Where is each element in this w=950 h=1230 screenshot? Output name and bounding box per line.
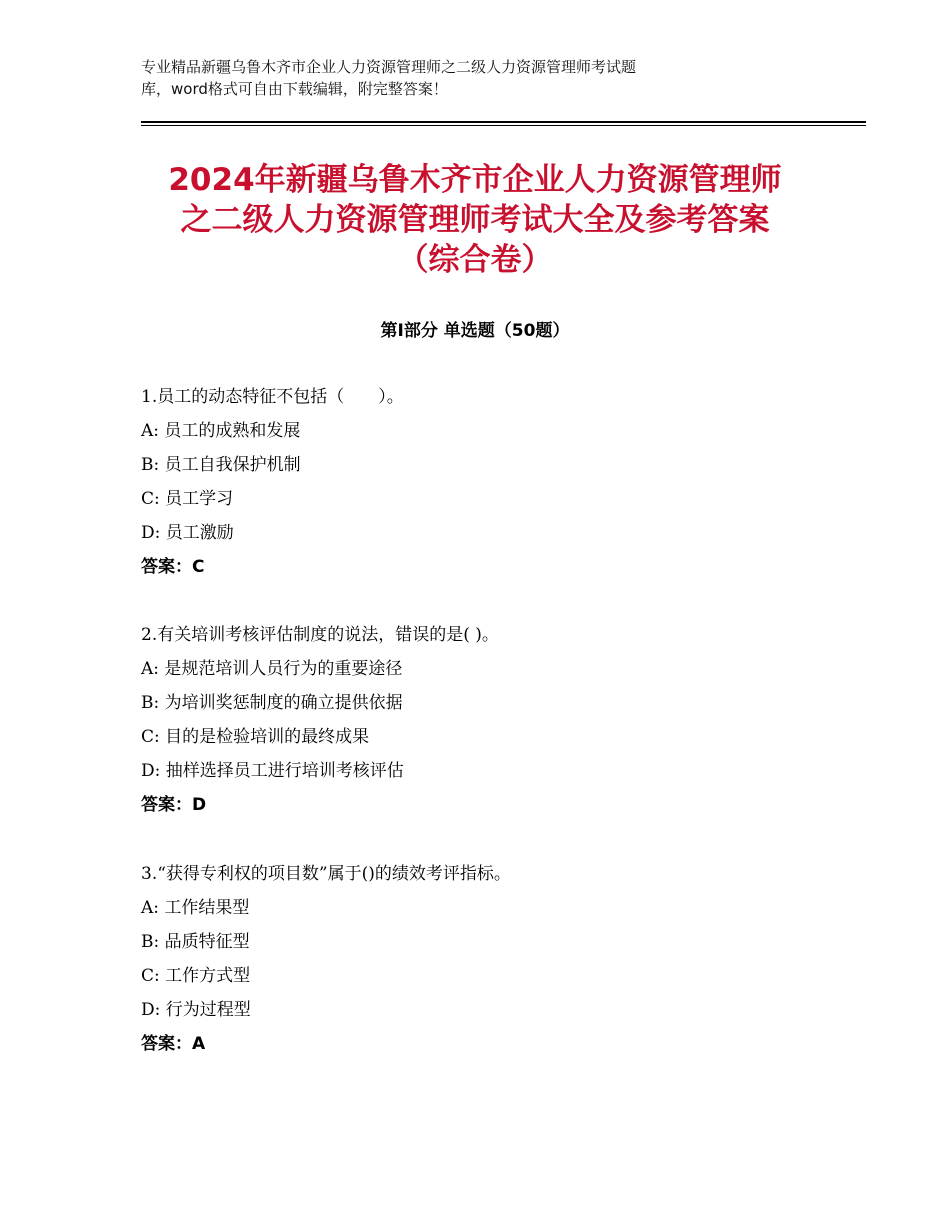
- answer-label: 答案：A: [141, 1034, 206, 1054]
- option-c: C: 工作方式型: [141, 966, 251, 986]
- document-header: [141, 56, 821, 100]
- option-b: B: 员工自我保护机制: [141, 455, 301, 475]
- header-divider-thin: [141, 125, 866, 126]
- header-line-2: 库，word格式可自由下载编辑，附完整答案！: [141, 80, 448, 98]
- question-1: [141, 380, 861, 584]
- option-d: D: 行为过程型: [141, 1000, 251, 1020]
- option-c: C: 目的是检验培训的最终成果: [141, 727, 370, 747]
- option-b: B: 为培训奖惩制度的确立提供依据: [141, 693, 403, 713]
- option-b: B: 品质特征型: [141, 932, 250, 952]
- answer-label: 答案：C: [141, 557, 205, 577]
- option-d: D: 员工激励: [141, 523, 234, 543]
- question-3: [141, 857, 861, 1061]
- header-divider-thick: [141, 121, 866, 123]
- question-stem: 2.有关培训考核评估制度的说法，错误的是( )。: [141, 625, 499, 645]
- title-line-1: 2024年新疆乌鲁木齐市企业人力资源管理师: [168, 162, 782, 198]
- section-heading: 第Ⅰ部分 单选题（50题）: [380, 321, 570, 341]
- option-a: A: 工作结果型: [141, 898, 250, 918]
- question-2: [141, 618, 861, 822]
- header-line-1: 专业精品新疆乌鲁木齐市企业人力资源管理师之二级人力资源管理师考试题: [141, 58, 637, 76]
- title-line-2: 之二级人力资源管理师考试大全及参考答案: [180, 202, 770, 238]
- option-a: A: 是规范培训人员行为的重要途径: [141, 659, 403, 679]
- option-d: D: 抽样选择员工进行培训考核评估: [141, 761, 404, 781]
- question-stem: 3.“获得专利权的项目数”属于()的绩效考评指标。: [141, 864, 511, 884]
- answer-label: 答案：D: [141, 795, 207, 815]
- title-line-3: （综合卷）: [397, 242, 553, 278]
- document-title: [120, 160, 830, 280]
- option-c: C: 员工学习: [141, 489, 234, 509]
- option-a: A: 员工的成熟和发展: [141, 421, 301, 441]
- question-stem: 1.员工的动态特征不包括（ ）。: [141, 387, 404, 407]
